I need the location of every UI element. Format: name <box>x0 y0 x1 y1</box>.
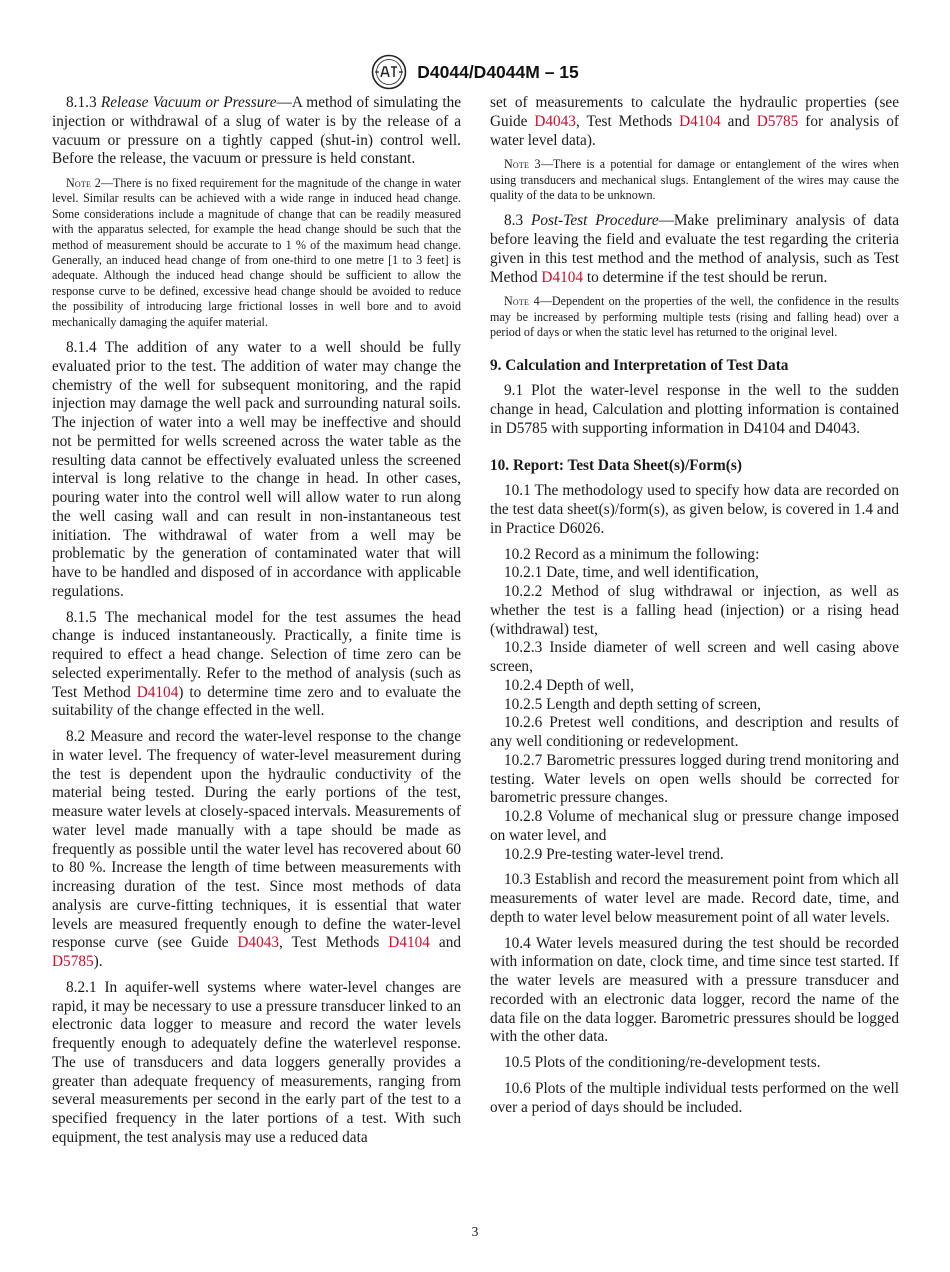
paragraph-10-2-2: 10.2.2 Method of slug withdrawal or injection, as well as whether the test is a falling head (injection) or a rising head (withdrawal) test, <box>490 583 899 638</box>
paragraph-10-2-3: 10.2.3 Inside diameter of well screen and well casing above screen, <box>490 639 899 676</box>
paragraph-10-4: 10.4 Water levels measured during the test should be recorded with information on date, clock time, and time since test started. If the water levels are measured with a pressure transducer and recorded with an electronic data logger, record the name of the data file on the data logger. Barometric pressures should be logged with the other data. <box>490 934 899 1046</box>
right-column <box>490 94 899 1117</box>
paragraph-8-1-3: 8.1.3 Release Vacuum or Pressure—A method of simulating the injection or withdrawal of a slug of water is by the release of a vacuum or pressure on a tightly capped (shut-in) control well. Before the release, the vacuum or pressure is held constant. <box>52 94 462 168</box>
paragraph-8-1-5: 8.1.5 The mechanical model for the test assumes the head change is induced instantaneously. Practically, a finite time is required to effect a head change. Selection of time zero can be selected experimentally. Refer to the method of analysis (such as Test Method D4104) to determine time zero and to evaluate the suitability of the change effected in the well. <box>52 608 461 720</box>
section-title: Post-Test Procedure <box>530 212 659 230</box>
paragraph-8-2-1: 8.2.1 In aquifer-well systems where water-level changes are rapid, it may be necessary to use a pressure transducer linked to an electronic data logger to measure and record the water levels frequently enough to adequately define the waterlevel response. The use of transducers and data loggers generally provides a greater than adequate frequency of measurements, ranging from several measurements per second in the early part of the test to a specified frequency in the later portions of a test. With such equipment, the test analysis may use a reduced data <box>52 978 461 1146</box>
paragraph-10-2-5: 10.2.5 Length and depth setting of screen, <box>504 695 762 713</box>
left-column <box>52 94 461 1148</box>
note-2: Note 2—There is no fixed requirement for the magnitude of the change in water level. Similar results can be achieved with a wide range in induced head change. Some considerations include a magnitude of change that can be readily measured with the apparatus selected, for example the head change should be such that the method of measurement should be accurate to 1 % of the maximum head change. Generally, an induced head change of from one-third to one metre [1 to 3 feet] is adequate. Although the induced head change should be sufficient to allow the response curve to be defined, excessive head change should be avoided to reduce the possibility of introducing large frictional losses in well bore and to avoid mechanically damaging the aquifer material. <box>52 176 461 329</box>
note-3: Note 3—There is a potential for damage or entanglement of the wires when using transducers and mechanical slugs. Entanglement of the wires may cause the quality of the data to be unknown. <box>490 157 899 203</box>
section-10-heading: 10. Report: Test Data Sheet(s)/Form(s) <box>490 456 742 474</box>
paragraph-10-2-9: 10.2.9 Pre-testing water-level trend. <box>504 845 724 863</box>
paragraph-8-3: 8.3 Post-Test Procedure—Make preliminary analysis of data before leaving the field and evaluate the test regarding the criteria given in this test method and the method of analysis, such as Test Method D4104 to determine if the test should be rerun. <box>490 212 899 286</box>
astm-logo-icon <box>371 54 407 90</box>
reference-link-d5785[interactable]: D5785 <box>52 953 94 971</box>
paragraph-10-2-4: 10.2.4 Depth of well, <box>504 676 635 694</box>
page-number: 3 <box>471 1224 479 1239</box>
paragraph-10-6: 10.6 Plots of the multiple individual tests performed on the well over a period of days should be included. <box>490 1079 899 1116</box>
document-designation: D4044/D4044M – 15 <box>417 61 579 82</box>
paragraph-10-3: 10.3 Establish and record the measurement point from which all measurements of water level are made. Record date, time, and depth to water level below measurement point of all water levels. <box>490 871 899 926</box>
paragraph-9-1: 9.1 Plot the water-level response in the well to the sudden change in head, Calculation and plotting information is contained in D5785 with supporting information in D4104 and D4043. <box>490 382 899 437</box>
reference-link-d5785[interactable]: D5785 <box>756 112 799 130</box>
paragraph-10-2-6: 10.2.6 Pretest well conditions, and description and results of any well conditioning or redevelopment. <box>490 714 899 751</box>
paragraph-10-5: 10.5 Plots of the conditioning/re-development tests. <box>504 1054 821 1072</box>
paragraph-10-1: 10.1 The methodology used to specify how data are recorded on the test data sheet(s)/form(s), as given below, is covered in 1.4 and in Practice D6026. <box>490 482 899 537</box>
page-header <box>0 52 950 92</box>
reference-link-d4104[interactable]: D4104 <box>136 683 179 701</box>
section-title: Release Vacuum or Pressure <box>100 94 277 111</box>
reference-link-d4104[interactable]: D4104 <box>541 268 584 286</box>
note-4: Note 4—Dependent on the properties of the well, the confidence in the results may be increased by performing multiple tests (rising and falling head) over a period of days or when the static level has returned to the original level. <box>490 294 899 340</box>
reference-link-d4104[interactable]: D4104 <box>388 934 430 952</box>
paragraph-8-1-4: 8.1.4 The addition of any water to a well should be fully evaluated prior to the test. The addition of water may change the chemistry of the well for subsequent monitoring, and the rapid injection may damage the well pack and surrounding natural soils. The injection of water into a well may be ineffective and should not be permitted for wells screened across the water table as the resulting data cannot be effectively evaluated unless the screened interval is long relative to the change in head. In other cases, pouring water into the control well will allow water to run along the well casing wall and can result in non-instantaneous test initiation. The withdrawal of water from a well may be problematic by the generation of contaminated water that will have to be handled and disposed of in accordance with applicable regulations. <box>52 339 461 600</box>
paragraph-10-2-8: 10.2.8 Volume of mechanical slug or pressure change imposed on water level, and <box>490 808 899 844</box>
reference-link-d4043[interactable]: D4043 <box>534 112 576 130</box>
section-9-heading: 9. Calculation and Interpretation of Test Data <box>490 356 789 374</box>
paragraph-continuation: set of measurements to calculate the hydraulic properties (see Guide D4043, Test Methods D4104 and D5785 for analysis of water level data). <box>490 94 899 149</box>
reference-link-d4043[interactable]: D4043 <box>237 934 280 952</box>
paragraph-10-2-7: 10.2.7 Barometric pressures logged during trend monitoring and testing. Water levels on open wells should be corrected for barometric pressure changes. <box>490 751 899 807</box>
reference-link-d4104[interactable]: D4104 <box>679 112 721 130</box>
paragraph-10-2-1: 10.2.1 Date, time, and well identification, <box>504 564 759 582</box>
paragraph-10-2: 10.2 Record as a minimum the following: <box>504 545 760 563</box>
paragraph-8-2: 8.2 Measure and record the water-level response to the change in water level. The frequency of water-level measurement during the test is dependent upon the hydraulic conductivity of the material being tested. During the early portions of the test, measure water levels at closely-spaced intervals. Measurements of water level made manually with a tape should be made as frequently as possible until the water level has recovered about 60 to 80 %. Increase the length of time between measurements with increasing duration of the test. Since most methods of data analysis are curve-fitting techniques, it is essential that water levels are measured frequently enough to define the water-level response curve (see Guide D4043, Test Methods D4104 and D5785). <box>52 728 461 971</box>
